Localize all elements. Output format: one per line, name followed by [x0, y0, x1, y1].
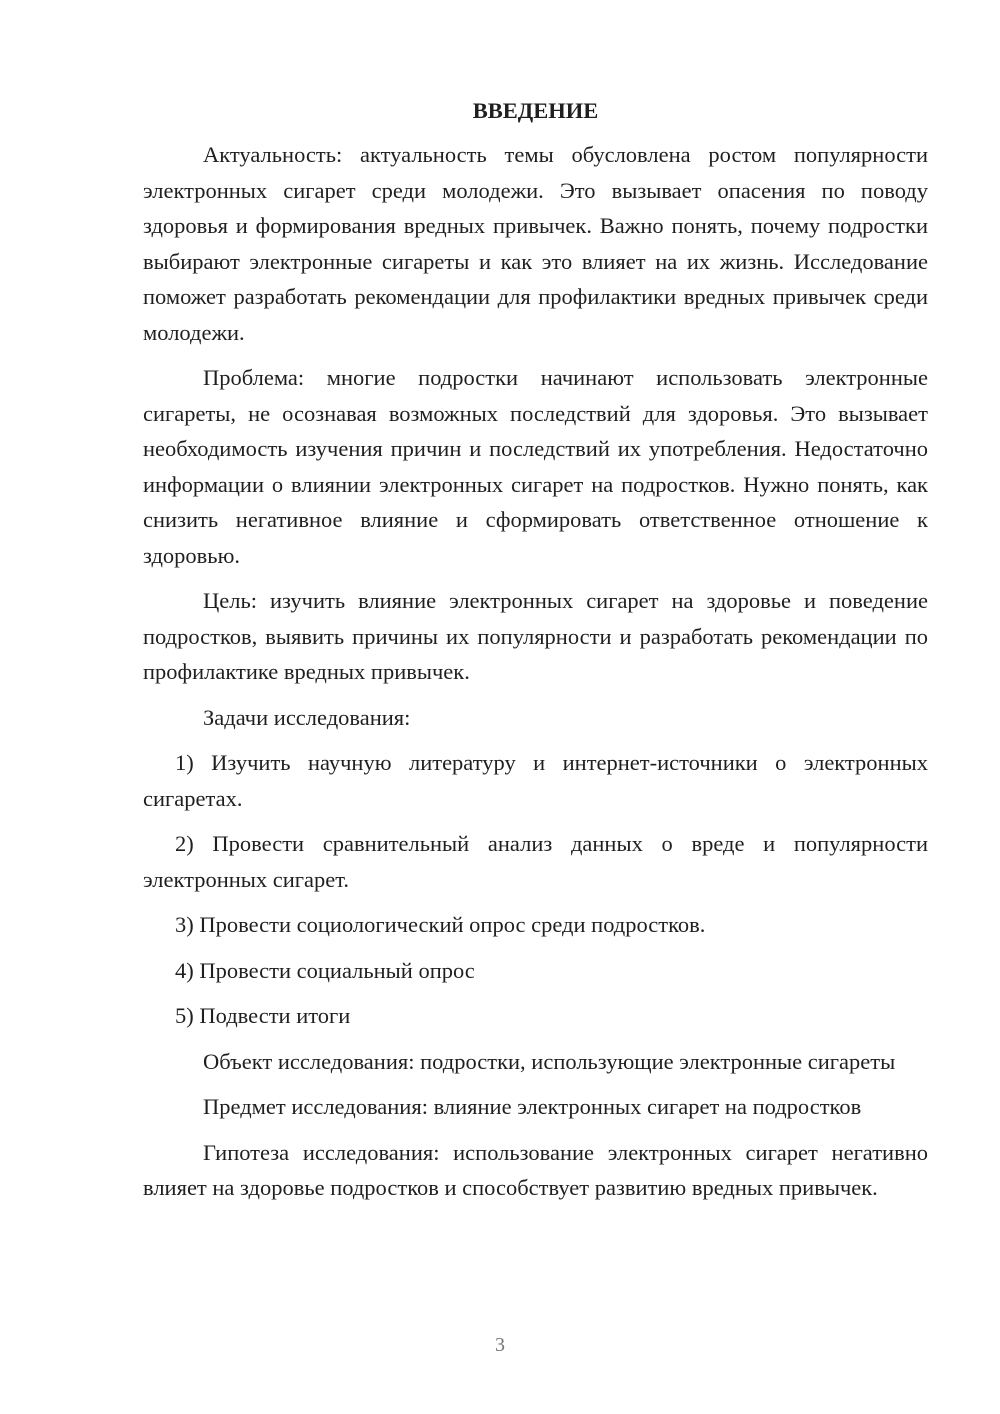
task-item-2: 2) Провести сравнительный анализ данных о вреде и популярности электронных сигарет.	[143, 831, 928, 892]
task-item-4: 4) Провести социальный опрос	[175, 957, 475, 983]
tasks-heading: Задачи исследования:	[203, 704, 411, 730]
hypothesis-paragraph: Гипотеза исследования: использование электронных сигарет негативно влияет на здоровье подростков и способствует развитию вредных привычек.	[143, 1139, 928, 1200]
task-item-1: 1) Изучить научную литературу и интернет-источники о электронных сигаретах.	[143, 750, 928, 811]
problem-paragraph: Проблема: многие подростки начинают использовать электронные сигареты, не осознавая возможных последствий для здоровья. Это вызывает необходимость изучения причин и последствий их употребления. Недостаточно информации о влиянии электронных сигарет на подростков. Нужно понять, как снизить негативное влияние и сформировать ответственное отношение к здоровью.	[143, 365, 928, 568]
relevance-paragraph: Актуальность: актуальность темы обусловлена ростом популярности электронных сигарет среди молодежи. Это вызывает опасения по поводу здоровья и формирования вредных привычек. Важно понять, почему подростки выбирают электронные сигареты и как это влияет на их жизнь. Исследование поможет разработать рекомендации для профилактики вредных привычек среди молодежи.	[143, 142, 928, 345]
document-page	[143, 96, 928, 1216]
task-item-5: 5) Подвести итоги	[175, 1003, 351, 1028]
goal-paragraph: Цель: изучить влияние электронных сигарет на здоровье и поведение подростков, выявить причины их популярности и разработать рекомендации по профилактике вредных привычек.	[143, 588, 928, 684]
page-number: 3	[495, 1334, 505, 1356]
research-object-paragraph: Объект исследования: подростки, использующие электронные сигареты	[203, 1048, 896, 1074]
task-item-3: 3) Провести социологический опрос среди подростков.	[175, 912, 706, 937]
research-subject-paragraph: Предмет исследования: влияние электронных сигарет на подростков	[203, 1094, 862, 1119]
page-title: ВВЕДЕНИЕ	[472, 98, 599, 123]
